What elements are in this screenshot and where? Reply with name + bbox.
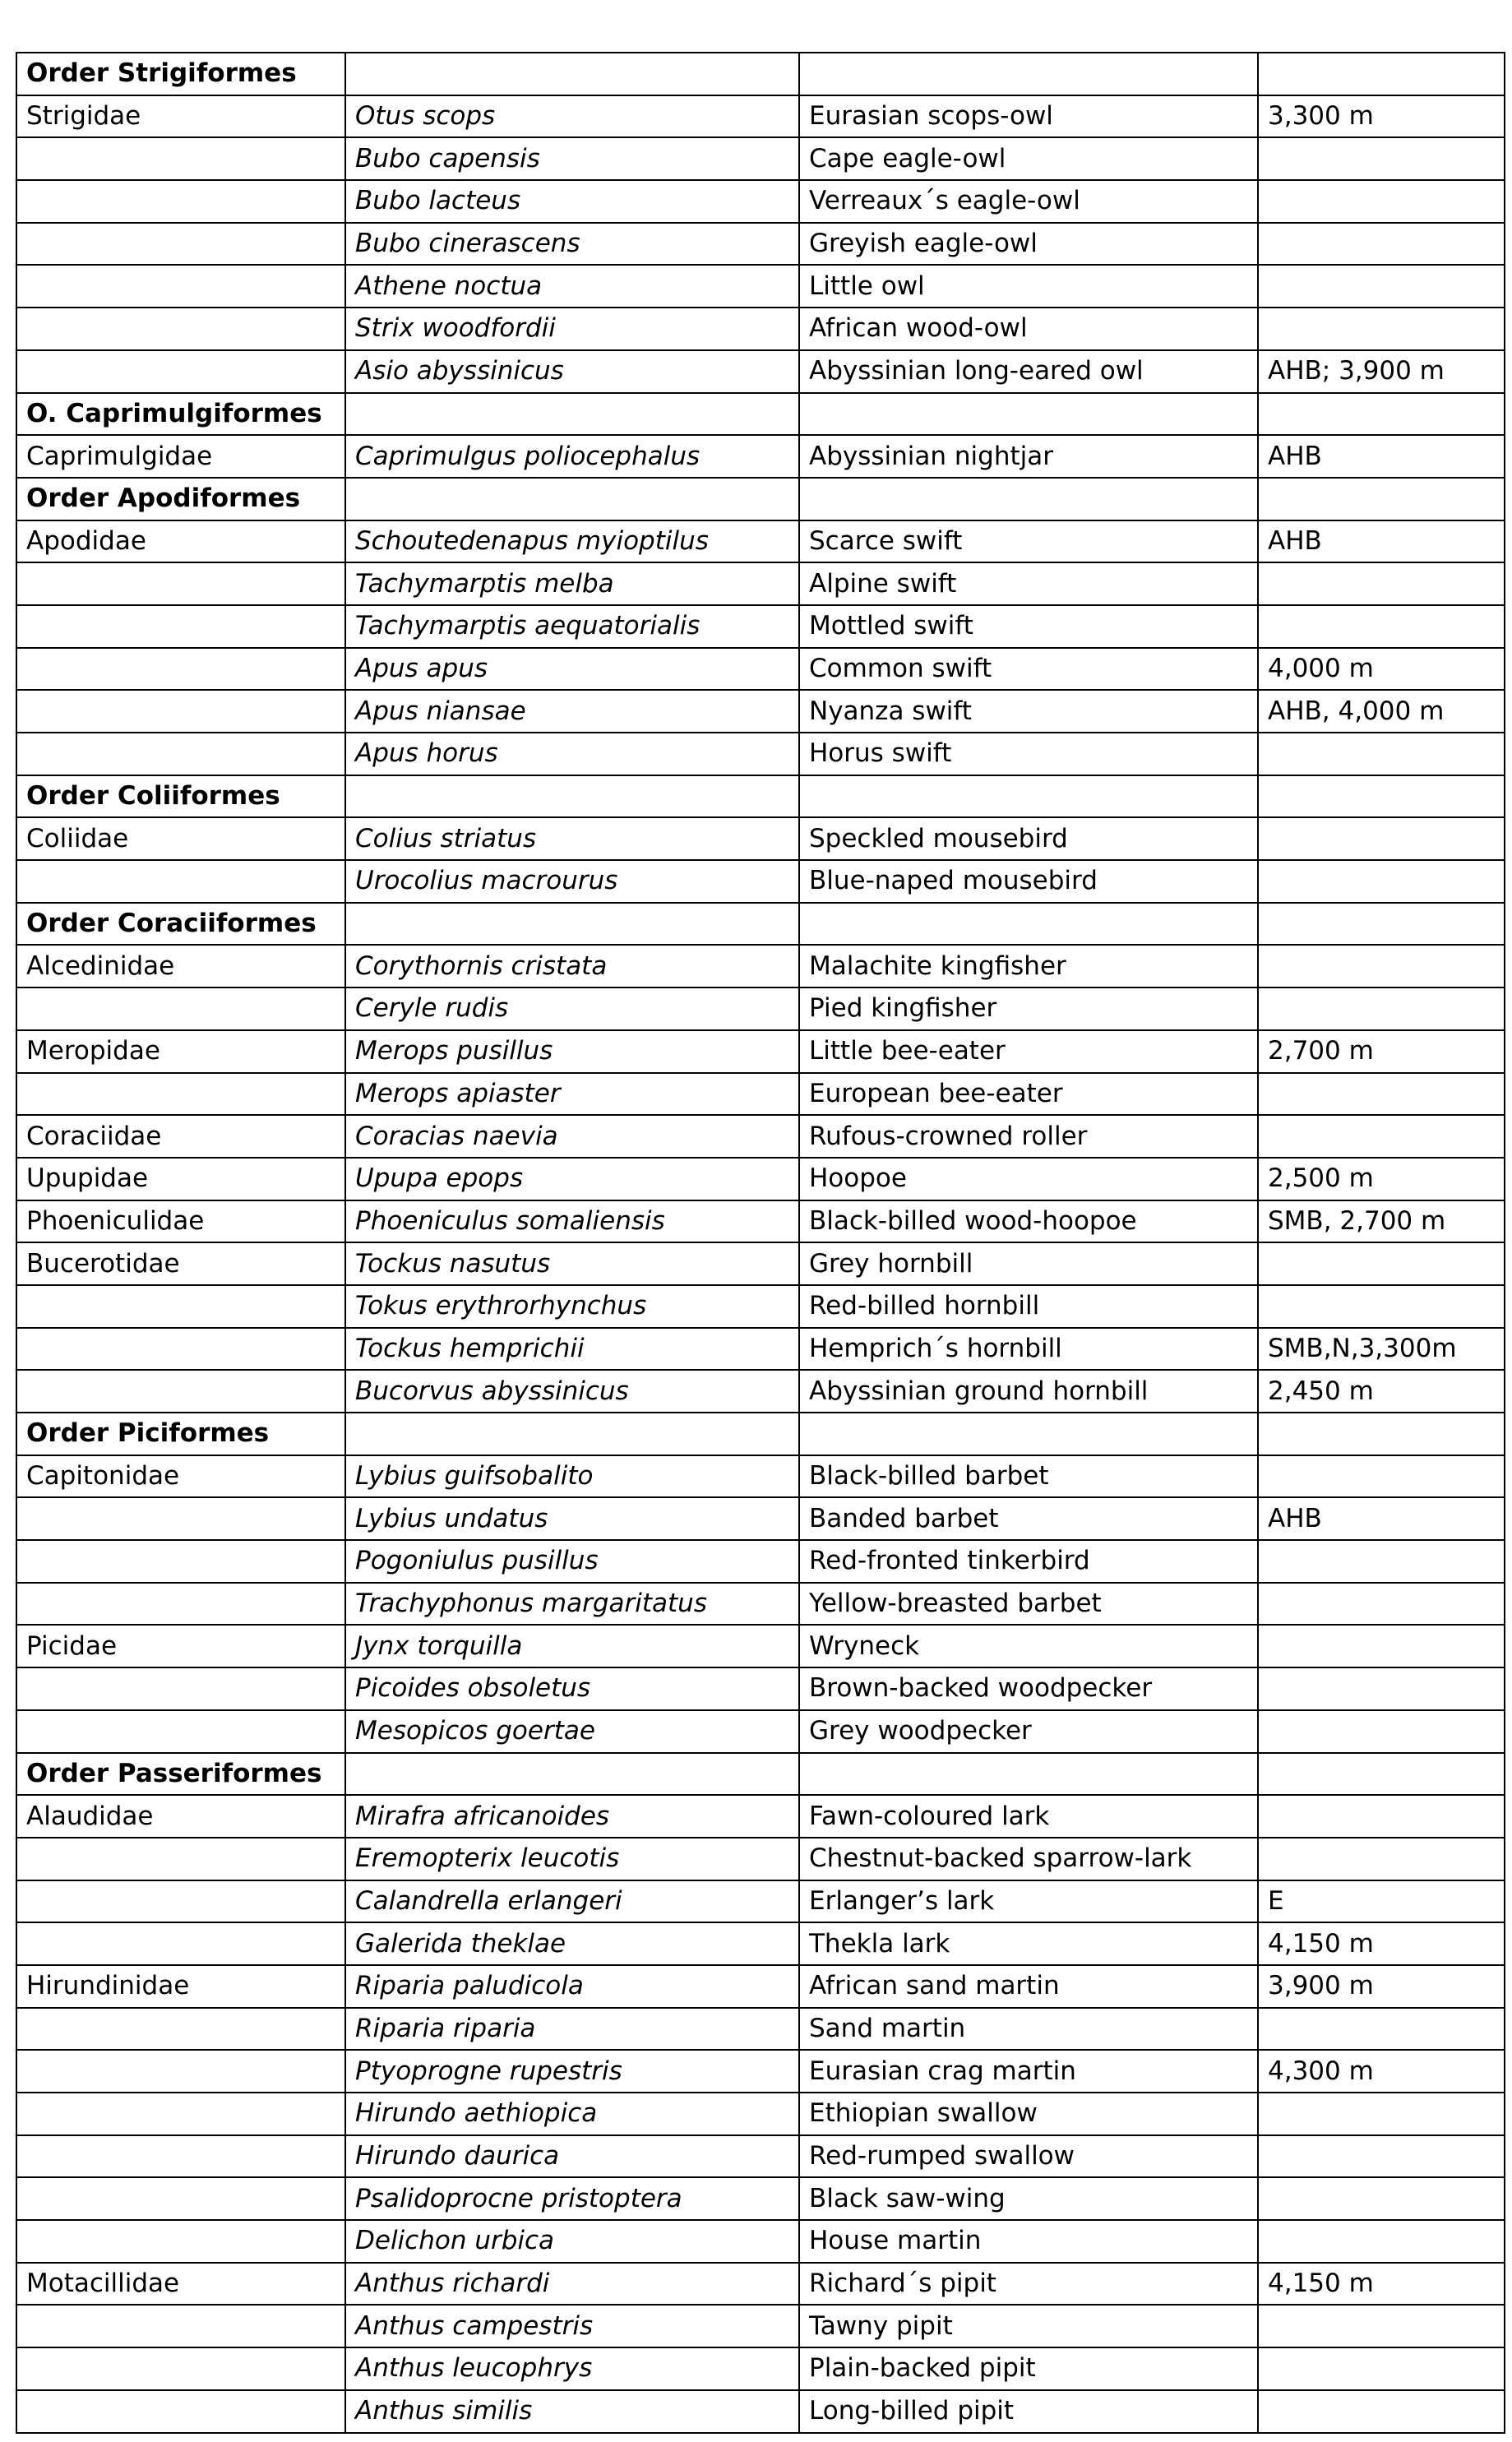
table-row xyxy=(16,860,1505,903)
table-row xyxy=(16,1625,1505,1667)
table-row xyxy=(16,520,1505,563)
scientific-name-cell: Riparia paludicola xyxy=(345,1965,799,2008)
family-cell xyxy=(16,137,345,180)
scientific-name-cell: Tokus erythrorhynchus xyxy=(345,1285,799,1328)
common-name-cell: Red-rumped swallow xyxy=(799,2135,1258,2178)
table-row xyxy=(16,223,1505,266)
family-cell xyxy=(16,2008,345,2051)
scientific-name-cell: Apus apus xyxy=(345,648,799,691)
note-cell xyxy=(1258,1583,1505,1626)
family-cell: Caprimulgidae xyxy=(16,435,345,478)
scientific-name-cell: Galerida theklae xyxy=(345,1922,799,1965)
table-row xyxy=(16,987,1505,1030)
scientific-name-cell: Anthus similis xyxy=(345,2390,799,2433)
scientific-name-cell: Calandrella erlangeri xyxy=(345,1880,799,1923)
family-cell xyxy=(16,733,345,775)
family-cell xyxy=(16,350,345,393)
family-cell xyxy=(16,2390,345,2433)
species-table-body xyxy=(16,53,1505,2433)
table-row xyxy=(16,1838,1505,1880)
family-cell: Motacillidae xyxy=(16,2263,345,2306)
table-row xyxy=(16,308,1505,350)
family-cell xyxy=(16,2347,345,2390)
table-row xyxy=(16,945,1505,987)
scientific-name-cell: Bubo lacteus xyxy=(345,180,799,223)
table-row xyxy=(16,435,1505,478)
table-row xyxy=(16,1073,1505,1116)
note-cell: AHB xyxy=(1258,520,1505,563)
table-row xyxy=(16,1285,1505,1328)
table-row xyxy=(16,1710,1505,1753)
empty-cell xyxy=(1258,1753,1505,1796)
common-name-cell: Pied kingfisher xyxy=(799,987,1258,1030)
empty-cell xyxy=(799,478,1258,520)
note-cell: 3,900 m xyxy=(1258,1965,1505,2008)
family-cell: Meropidae xyxy=(16,1030,345,1073)
common-name-cell: Red-billed hornbill xyxy=(799,1285,1258,1328)
scientific-name-cell: Colius striatus xyxy=(345,817,799,860)
table-row xyxy=(16,1370,1505,1413)
note-cell xyxy=(1258,137,1505,180)
family-cell: Coliidae xyxy=(16,817,345,860)
table-row xyxy=(16,1455,1505,1498)
family-cell xyxy=(16,2135,345,2178)
scientific-name-cell: Mesopicos goertae xyxy=(345,1710,799,1753)
table-row xyxy=(16,2220,1505,2263)
common-name-cell: Little bee-eater xyxy=(799,1030,1258,1073)
note-cell: SMB,N,3,300m xyxy=(1258,1328,1505,1371)
common-name-cell: Common swift xyxy=(799,648,1258,691)
note-cell xyxy=(1258,1115,1505,1158)
empty-cell xyxy=(345,53,799,95)
family-cell xyxy=(16,1667,345,1710)
common-name-cell: Abyssinian long-eared owl xyxy=(799,350,1258,393)
note-cell xyxy=(1258,308,1505,350)
common-name-cell: Sand martin xyxy=(799,2008,1258,2051)
table-row xyxy=(16,817,1505,860)
note-cell xyxy=(1258,733,1505,775)
note-cell xyxy=(1258,1625,1505,1667)
order-row xyxy=(16,775,1505,818)
note-cell xyxy=(1258,1710,1505,1753)
scientific-name-cell: Urocolius macrourus xyxy=(345,860,799,903)
table-row xyxy=(16,733,1505,775)
common-name-cell: Thekla lark xyxy=(799,1922,1258,1965)
scientific-name-cell: Bubo cinerascens xyxy=(345,223,799,266)
table-row xyxy=(16,2135,1505,2178)
table-row xyxy=(16,2008,1505,2051)
scientific-name-cell: Bucorvus abyssinicus xyxy=(345,1370,799,1413)
scientific-name-cell: Merops pusillus xyxy=(345,1030,799,1073)
table-row xyxy=(16,1200,1505,1243)
scientific-name-cell: Anthus campestris xyxy=(345,2305,799,2347)
family-cell xyxy=(16,690,345,733)
table-row xyxy=(16,2177,1505,2220)
family-cell xyxy=(16,562,345,605)
scientific-name-cell: Athene noctua xyxy=(345,265,799,308)
note-cell xyxy=(1258,1242,1505,1285)
scientific-name-cell: Delichon urbica xyxy=(345,2220,799,2263)
common-name-cell: Black saw-wing xyxy=(799,2177,1258,2220)
common-name-cell: Richard´s pipit xyxy=(799,2263,1258,2306)
common-name-cell: Wryneck xyxy=(799,1625,1258,1667)
family-cell: Capitonidae xyxy=(16,1455,345,1498)
common-name-cell: Blue-naped mousebird xyxy=(799,860,1258,903)
scientific-name-cell: Mirafra africanoides xyxy=(345,1795,799,1838)
scientific-name-cell: Apus niansae xyxy=(345,690,799,733)
scientific-name-cell: Psalidoprocne pristoptera xyxy=(345,2177,799,2220)
family-cell xyxy=(16,1328,345,1371)
empty-cell xyxy=(345,775,799,818)
family-cell xyxy=(16,2050,345,2093)
family-cell: Hirundinidae xyxy=(16,1965,345,2008)
scientific-name-cell: Coracias naevia xyxy=(345,1115,799,1158)
common-name-cell: Yellow-breasted barbet xyxy=(799,1583,1258,1626)
scientific-name-cell: Lybius undatus xyxy=(345,1497,799,1540)
common-name-cell: Abyssinian nightjar xyxy=(799,435,1258,478)
family-cell: Bucerotidae xyxy=(16,1242,345,1285)
common-name-cell: Erlanger’s lark xyxy=(799,1880,1258,1923)
common-name-cell: Nyanza swift xyxy=(799,690,1258,733)
note-cell xyxy=(1258,2390,1505,2433)
family-cell: Strigidae xyxy=(16,95,345,138)
order-row xyxy=(16,903,1505,946)
table-row xyxy=(16,2390,1505,2433)
note-cell xyxy=(1258,2135,1505,2178)
family-cell xyxy=(16,1073,345,1116)
table-row xyxy=(16,95,1505,138)
common-name-cell: Scarce swift xyxy=(799,520,1258,563)
family-cell xyxy=(16,1285,345,1328)
common-name-cell: Rufous-crowned roller xyxy=(799,1115,1258,1158)
order-name-cell: Order Piciformes xyxy=(16,1413,345,1455)
table-row xyxy=(16,1328,1505,1371)
note-cell: AHB; 3,900 m xyxy=(1258,350,1505,393)
table-row xyxy=(16,562,1505,605)
table-row xyxy=(16,1540,1505,1583)
table-row xyxy=(16,350,1505,393)
family-cell xyxy=(16,1710,345,1753)
family-cell: Coraciidae xyxy=(16,1115,345,1158)
note-cell: AHB, 4,000 m xyxy=(1258,690,1505,733)
table-row xyxy=(16,1115,1505,1158)
family-cell xyxy=(16,2305,345,2347)
note-cell xyxy=(1258,1455,1505,1498)
table-row xyxy=(16,2305,1505,2347)
note-cell xyxy=(1258,1073,1505,1116)
scientific-name-cell: Anthus leucophrys xyxy=(345,2347,799,2390)
common-name-cell: Black-billed barbet xyxy=(799,1455,1258,1498)
scientific-name-cell: Hirundo aethiopica xyxy=(345,2093,799,2135)
scientific-name-cell: Tockus nasutus xyxy=(345,1242,799,1285)
scientific-name-cell: Phoeniculus somaliensis xyxy=(345,1200,799,1243)
table-row xyxy=(16,1497,1505,1540)
scientific-name-cell: Ceryle rudis xyxy=(345,987,799,1030)
note-cell xyxy=(1258,1285,1505,1328)
note-cell: 4,150 m xyxy=(1258,2263,1505,2306)
note-cell xyxy=(1258,987,1505,1030)
family-cell xyxy=(16,2177,345,2220)
common-name-cell: Grey woodpecker xyxy=(799,1710,1258,1753)
note-cell xyxy=(1258,223,1505,266)
scientific-name-cell: Ptyoprogne rupestris xyxy=(345,2050,799,2093)
order-name-cell: Order Passeriformes xyxy=(16,1753,345,1796)
family-cell xyxy=(16,987,345,1030)
scientific-name-cell: Tockus hemprichii xyxy=(345,1328,799,1371)
note-cell xyxy=(1258,2305,1505,2347)
scientific-name-cell: Asio abyssinicus xyxy=(345,350,799,393)
common-name-cell: Ethiopian swallow xyxy=(799,2093,1258,2135)
family-cell xyxy=(16,1922,345,1965)
scientific-name-cell: Jynx torquilla xyxy=(345,1625,799,1667)
scientific-name-cell: Eremopterix leucotis xyxy=(345,1838,799,1880)
family-cell: Alcedinidae xyxy=(16,945,345,987)
empty-cell xyxy=(345,903,799,946)
note-cell xyxy=(1258,265,1505,308)
common-name-cell: Cape eagle-owl xyxy=(799,137,1258,180)
order-row xyxy=(16,1753,1505,1796)
common-name-cell: European bee-eater xyxy=(799,1073,1258,1116)
table-row xyxy=(16,1922,1505,1965)
common-name-cell: Plain-backed pipit xyxy=(799,2347,1258,2390)
common-name-cell: Hemprich´s hornbill xyxy=(799,1328,1258,1371)
common-name-cell: Hoopoe xyxy=(799,1158,1258,1200)
table-row xyxy=(16,1030,1505,1073)
table-row xyxy=(16,690,1505,733)
order-name-cell: Order Coliiformes xyxy=(16,775,345,818)
common-name-cell: Banded barbet xyxy=(799,1497,1258,1540)
table-row xyxy=(16,2050,1505,2093)
note-cell xyxy=(1258,2347,1505,2390)
family-cell: Phoeniculidae xyxy=(16,1200,345,1243)
scientific-name-cell: Corythornis cristata xyxy=(345,945,799,987)
order-row xyxy=(16,53,1505,95)
common-name-cell: Abyssinian ground hornbill xyxy=(799,1370,1258,1413)
note-cell: AHB xyxy=(1258,1497,1505,1540)
table-row xyxy=(16,1158,1505,1200)
empty-cell xyxy=(799,903,1258,946)
note-cell xyxy=(1258,1540,1505,1583)
scientific-name-cell: Schoutedenapus myioptilus xyxy=(345,520,799,563)
order-name-cell: Order Apodiformes xyxy=(16,478,345,520)
table-row xyxy=(16,2263,1505,2306)
common-name-cell: Eurasian scops-owl xyxy=(799,95,1258,138)
family-cell xyxy=(16,1838,345,1880)
scientific-name-cell: Lybius guifsobalito xyxy=(345,1455,799,1498)
scientific-name-cell: Tachymarptis melba xyxy=(345,562,799,605)
table-row xyxy=(16,1667,1505,1710)
order-name-cell: Order Coraciiformes xyxy=(16,903,345,946)
scientific-name-cell: Caprimulgus poliocephalus xyxy=(345,435,799,478)
family-cell xyxy=(16,223,345,266)
table-row xyxy=(16,180,1505,223)
empty-cell xyxy=(1258,1413,1505,1455)
note-cell: 4,000 m xyxy=(1258,648,1505,691)
scientific-name-cell: Hirundo daurica xyxy=(345,2135,799,2178)
note-cell: 3,300 m xyxy=(1258,95,1505,138)
empty-cell xyxy=(799,393,1258,436)
scientific-name-cell: Picoides obsoletus xyxy=(345,1667,799,1710)
family-cell xyxy=(16,1540,345,1583)
order-row xyxy=(16,1413,1505,1455)
note-cell xyxy=(1258,605,1505,648)
common-name-cell: African sand martin xyxy=(799,1965,1258,2008)
table-row xyxy=(16,1880,1505,1923)
scientific-name-cell: Tachymarptis aequatorialis xyxy=(345,605,799,648)
family-cell: Alaudidae xyxy=(16,1795,345,1838)
empty-cell xyxy=(1258,478,1505,520)
table-row xyxy=(16,2093,1505,2135)
table-row xyxy=(16,2347,1505,2390)
scientific-name-cell: Merops apiaster xyxy=(345,1073,799,1116)
table-row xyxy=(16,605,1505,648)
family-cell xyxy=(16,648,345,691)
common-name-cell: Malachite kingfisher xyxy=(799,945,1258,987)
note-cell xyxy=(1258,2177,1505,2220)
common-name-cell: Red-fronted tinkerbird xyxy=(799,1540,1258,1583)
order-name-cell: O. Caprimulgiformes xyxy=(16,393,345,436)
empty-cell xyxy=(345,1413,799,1455)
note-cell: 2,450 m xyxy=(1258,1370,1505,1413)
family-cell xyxy=(16,2093,345,2135)
common-name-cell: Fawn-coloured lark xyxy=(799,1795,1258,1838)
family-cell xyxy=(16,1583,345,1626)
note-cell: E xyxy=(1258,1880,1505,1923)
note-cell: SMB, 2,700 m xyxy=(1258,1200,1505,1243)
common-name-cell: Speckled mousebird xyxy=(799,817,1258,860)
common-name-cell: Verreaux´s eagle-owl xyxy=(799,180,1258,223)
note-cell xyxy=(1258,180,1505,223)
table-row xyxy=(16,1242,1505,1285)
common-name-cell: Tawny pipit xyxy=(799,2305,1258,2347)
note-cell xyxy=(1258,860,1505,903)
empty-cell xyxy=(799,53,1258,95)
order-row xyxy=(16,478,1505,520)
family-cell xyxy=(16,1370,345,1413)
common-name-cell: House martin xyxy=(799,2220,1258,2263)
note-cell xyxy=(1258,1795,1505,1838)
order-name-cell: Order Strigiformes xyxy=(16,53,345,95)
empty-cell xyxy=(1258,53,1505,95)
family-cell xyxy=(16,180,345,223)
family-cell xyxy=(16,265,345,308)
family-cell xyxy=(16,860,345,903)
scientific-name-cell: Bubo capensis xyxy=(345,137,799,180)
common-name-cell: African wood-owl xyxy=(799,308,1258,350)
common-name-cell: Horus swift xyxy=(799,733,1258,775)
common-name-cell: Chestnut-backed sparrow-lark xyxy=(799,1838,1258,1880)
empty-cell xyxy=(345,1753,799,1796)
scientific-name-cell: Upupa epops xyxy=(345,1158,799,1200)
empty-cell xyxy=(799,1413,1258,1455)
common-name-cell: Grey hornbill xyxy=(799,1242,1258,1285)
scientific-name-cell: Trachyphonus margaritatus xyxy=(345,1583,799,1626)
family-cell xyxy=(16,605,345,648)
table-row xyxy=(16,1583,1505,1626)
scientific-name-cell: Strix woodfordii xyxy=(345,308,799,350)
scientific-name-cell: Otus scops xyxy=(345,95,799,138)
note-cell xyxy=(1258,945,1505,987)
common-name-cell: Black-billed wood-hoopoe xyxy=(799,1200,1258,1243)
family-cell xyxy=(16,308,345,350)
table-row xyxy=(16,1965,1505,2008)
scientific-name-cell: Riparia riparia xyxy=(345,2008,799,2051)
note-cell xyxy=(1258,562,1505,605)
common-name-cell: Long-billed pipit xyxy=(799,2390,1258,2433)
scientific-name-cell: Apus horus xyxy=(345,733,799,775)
empty-cell xyxy=(1258,393,1505,436)
note-cell xyxy=(1258,2008,1505,2051)
note-cell xyxy=(1258,1667,1505,1710)
note-cell: 4,300 m xyxy=(1258,2050,1505,2093)
empty-cell xyxy=(1258,775,1505,818)
note-cell xyxy=(1258,1838,1505,1880)
table-row xyxy=(16,265,1505,308)
common-name-cell: Mottled swift xyxy=(799,605,1258,648)
common-name-cell: Greyish eagle-owl xyxy=(799,223,1258,266)
common-name-cell: Little owl xyxy=(799,265,1258,308)
empty-cell xyxy=(345,393,799,436)
empty-cell xyxy=(799,1753,1258,1796)
empty-cell xyxy=(345,478,799,520)
table-row xyxy=(16,1795,1505,1838)
species-table xyxy=(16,52,1505,2434)
note-cell: 2,700 m xyxy=(1258,1030,1505,1073)
common-name-cell: Brown-backed woodpecker xyxy=(799,1667,1258,1710)
note-cell: AHB xyxy=(1258,435,1505,478)
family-cell: Picidae xyxy=(16,1625,345,1667)
family-cell: Apodidae xyxy=(16,520,345,563)
family-cell xyxy=(16,2220,345,2263)
table-row xyxy=(16,648,1505,691)
note-cell: 2,500 m xyxy=(1258,1158,1505,1200)
empty-cell xyxy=(799,775,1258,818)
note-cell xyxy=(1258,2220,1505,2263)
order-row xyxy=(16,393,1505,436)
family-cell xyxy=(16,1497,345,1540)
note-cell xyxy=(1258,817,1505,860)
note-cell: 4,150 m xyxy=(1258,1922,1505,1965)
scientific-name-cell: Pogoniulus pusillus xyxy=(345,1540,799,1583)
family-cell: Upupidae xyxy=(16,1158,345,1200)
common-name-cell: Alpine swift xyxy=(799,562,1258,605)
family-cell xyxy=(16,1880,345,1923)
scientific-name-cell: Anthus richardi xyxy=(345,2263,799,2306)
table-row xyxy=(16,137,1505,180)
common-name-cell: Eurasian crag martin xyxy=(799,2050,1258,2093)
empty-cell xyxy=(1258,903,1505,946)
note-cell xyxy=(1258,2093,1505,2135)
